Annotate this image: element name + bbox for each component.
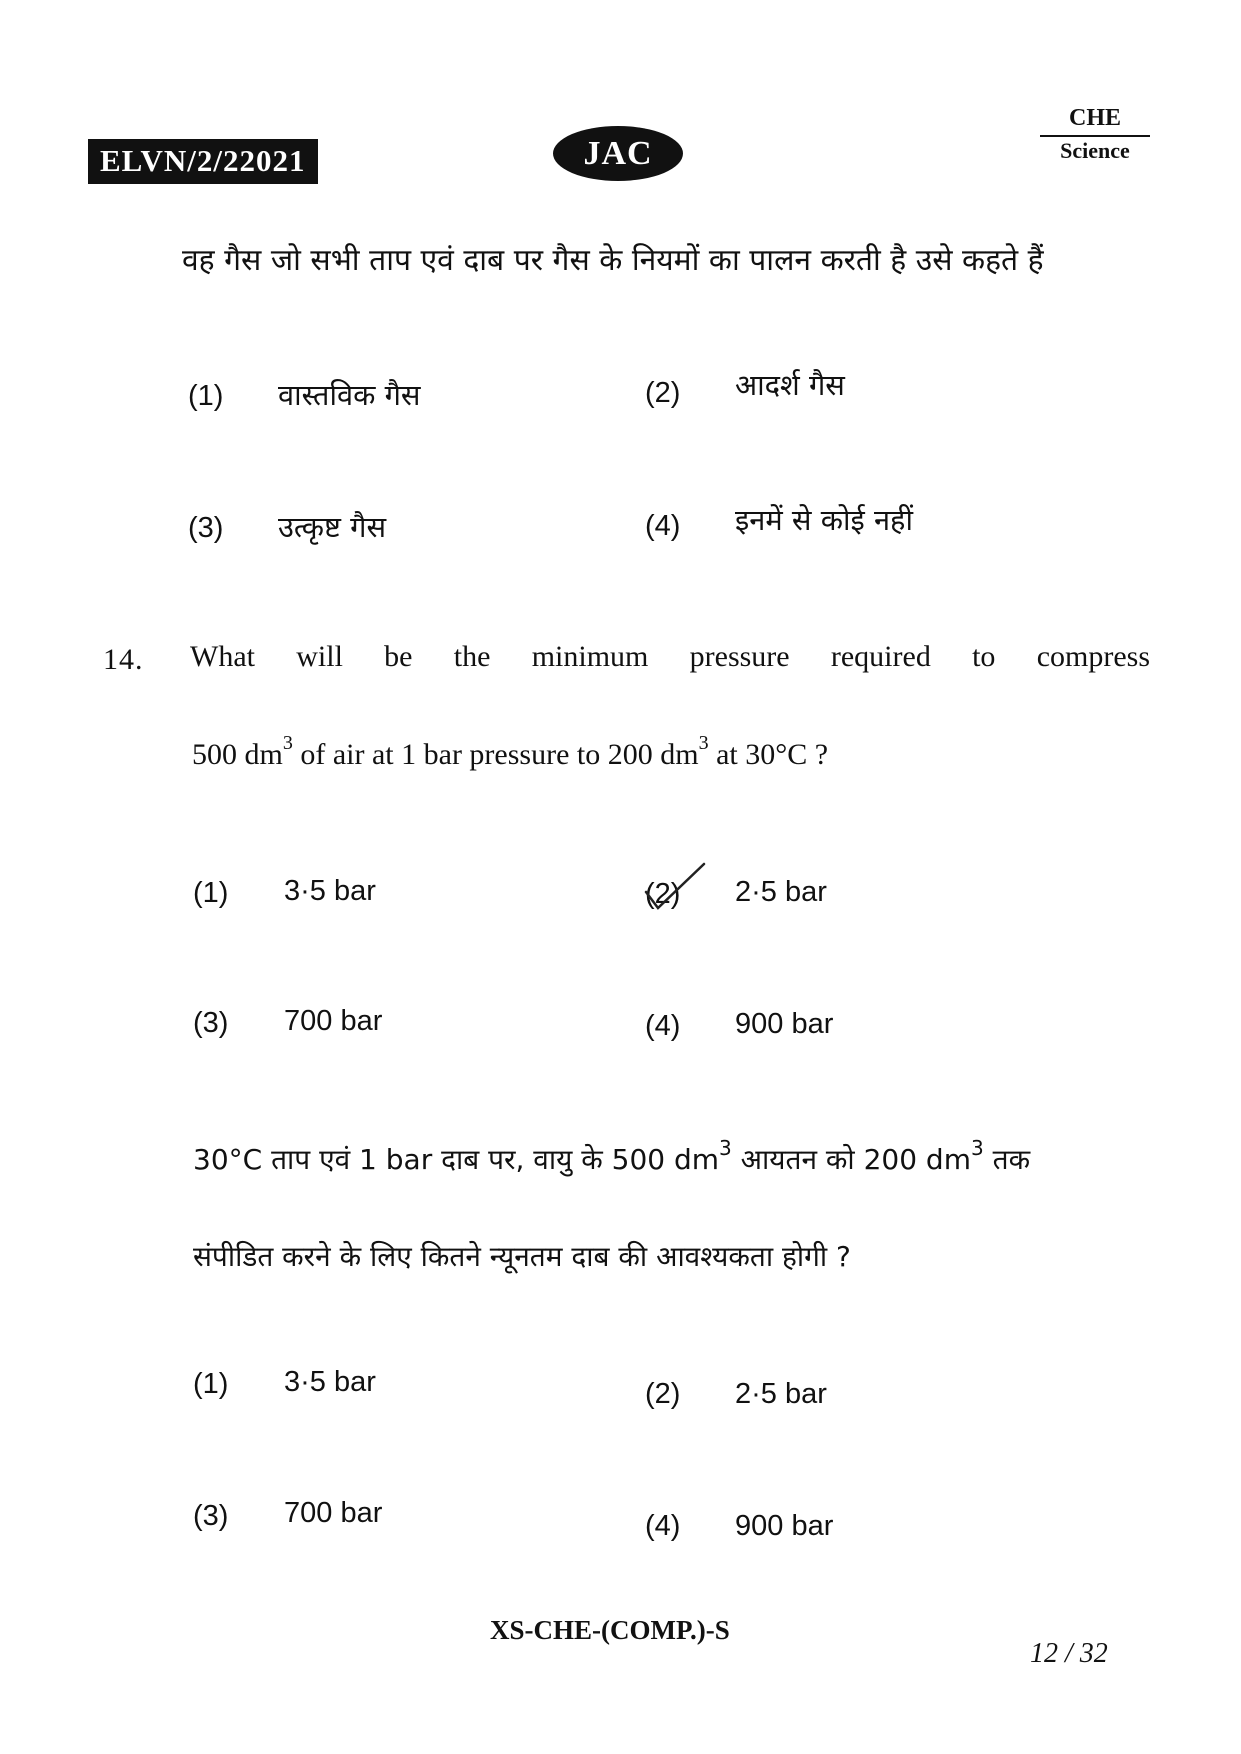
q14-option-4-text: 900 bar (735, 1008, 834, 1040)
q13-option-1-number: (1) (188, 380, 224, 412)
question-14-number: 14. (103, 643, 144, 676)
question-14-hindi-line-2: संपीडित करने के लिए कितने न्यूनतम दाब की आवश्यकता होगी ? (193, 1240, 851, 1273)
subject-name: Science (1060, 138, 1130, 163)
q14-hindi-part-b: आयतन को 200 dm (731, 1143, 971, 1176)
checkmark-icon (640, 858, 710, 914)
q14-hindi-option-2-number: (2) (645, 1378, 681, 1410)
question-14-line-1: What will be the minimum pressure required to compress (190, 640, 1150, 673)
q14-text-part-c: at 30°C ? (708, 738, 829, 771)
q14-hindi-part-c: तक (983, 1143, 1031, 1176)
board-name: JAC (583, 134, 653, 172)
q13-option-1-text: वास्तविक गैस (278, 378, 421, 412)
q14-text-part-a: 500 dm (192, 738, 283, 771)
subject-code: CHE (1040, 104, 1150, 137)
q14-option-1-number: (1) (193, 877, 229, 909)
q13-option-3-number: (3) (188, 512, 224, 544)
question-14-hindi-line-1 (193, 1135, 1031, 1178)
q14-hindi-option-1-text: 3·5 bar (284, 1366, 376, 1398)
q14-option-3-text: 700 bar (284, 1005, 383, 1037)
q14-text-part-b: of air at 1 bar pressure to 200 dm (292, 738, 699, 771)
page-number: 12 / 32 (1030, 1638, 1108, 1669)
footer-exam-code: XS-CHE-(COMP.)-S (490, 1615, 730, 1645)
q14-hindi-option-2-text: 2·5 bar (735, 1378, 827, 1410)
paper-code: ELVN/2/22021 (88, 139, 318, 184)
q14-hindi-option-4-text: 900 bar (735, 1510, 834, 1542)
q14-superscript-1: 3 (282, 732, 293, 754)
question-14-line-2 (192, 732, 829, 772)
q13-option-2-number: (2) (645, 377, 681, 409)
q14-superscript-2: 3 (698, 732, 709, 754)
q14-hindi-option-4-number: (4) (645, 1510, 681, 1542)
q14-option-2-text: 2·5 bar (735, 876, 827, 908)
q14-hindi-superscript-1: 3 (719, 1135, 732, 1160)
q14-hindi-part-a: 30°C ताप एवं 1 bar दाब पर, वायु के 500 dm (193, 1143, 720, 1176)
subject-label (1040, 104, 1150, 165)
q14-hindi-superscript-2: 3 (970, 1135, 984, 1160)
q14-option-3-number: (3) (193, 1007, 229, 1039)
q13-option-4-number: (4) (645, 510, 681, 542)
q14-hindi-option-3-text: 700 bar (284, 1497, 383, 1529)
q14-option-4-number: (4) (645, 1010, 681, 1042)
q14-option-1-text: 3·5 bar (284, 875, 376, 907)
q14-hindi-option-3-number: (3) (193, 1500, 229, 1532)
q14-option-2-number: (2) (645, 878, 681, 910)
question-13-hindi-text: वह गैस जो सभी ताप एवं दाब पर गैस के नियमों का पालन करती है उसे कहते हैं (182, 243, 1044, 278)
q13-option-3-text: उत्कृष्ट गैस (278, 510, 387, 544)
board-logo (553, 126, 683, 181)
q14-hindi-option-1-number: (1) (193, 1368, 229, 1400)
q13-option-2-text: आदर्श गैस (735, 368, 845, 402)
q13-option-4-text: इनमें से कोई नहीं (735, 503, 913, 537)
